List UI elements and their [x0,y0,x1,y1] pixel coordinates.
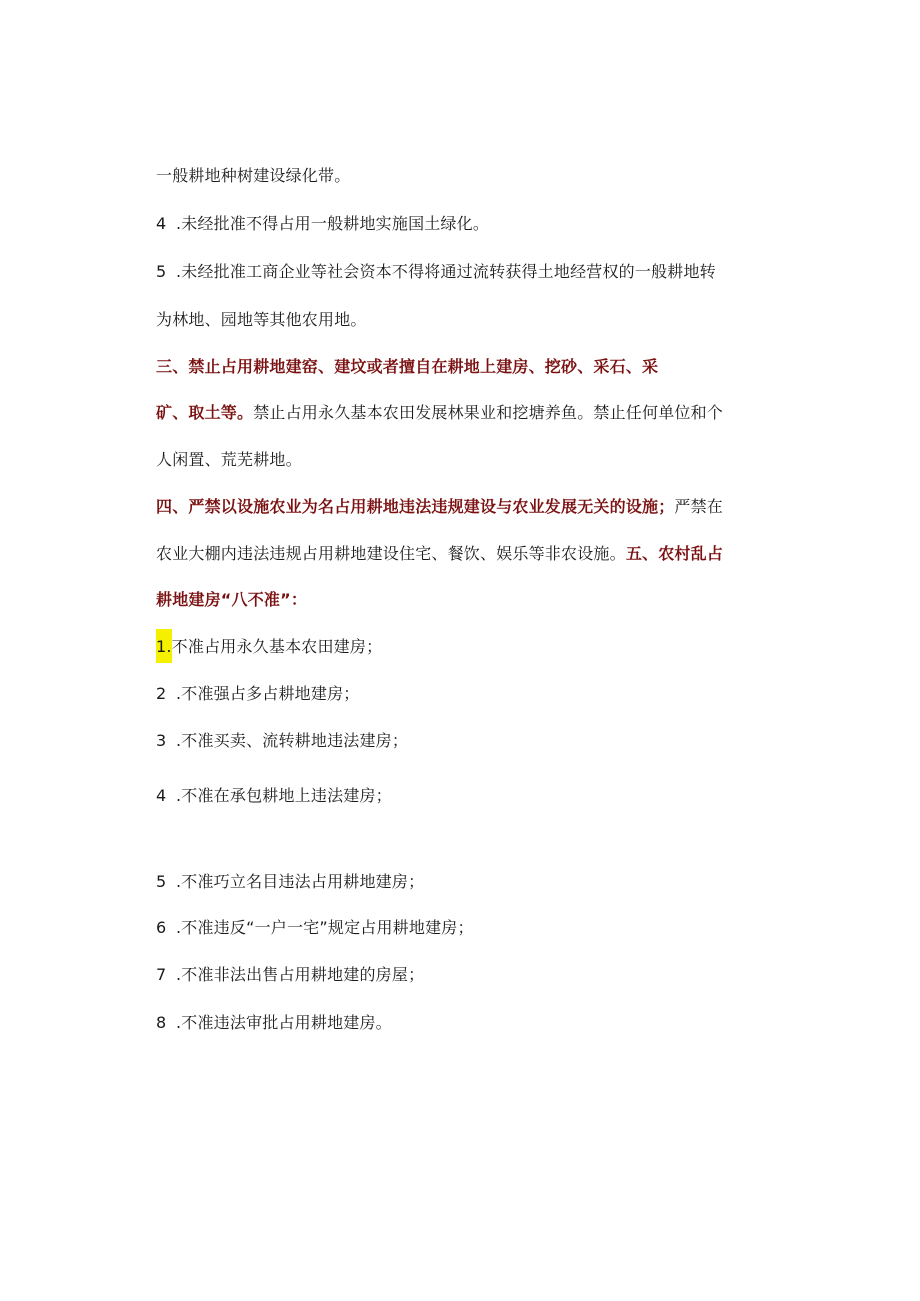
body-text: 一般耕地种树建设绿化带。 [156,166,351,185]
body-text: 农业大棚内违法违规占用耕地建设住宅、餐饮、娱乐等非农设施。 [156,544,626,563]
list-item [156,214,489,234]
rule-item [156,1013,392,1033]
list-item [156,262,716,282]
item-number: 8 [156,1013,167,1032]
rule-text: .不准在承包耕地上违法建房； [176,786,392,805]
body-text: 为林地、园地等其他农用地。 [156,310,367,329]
rule-text: .不准非法出售占用耕地建的房屋； [176,965,425,984]
item-number: 4 [156,786,167,805]
body-text: 严禁在 [674,497,724,516]
item-number: 6 [156,918,167,937]
paragraph-line [156,166,350,186]
paragraph-line [156,544,723,564]
paragraph-line [156,403,723,423]
rule-text: .不准违反“一户一宅”规定占用耕地建房； [176,918,474,937]
rule-text: .不准强占多占耕地建房； [176,684,360,703]
rule-text: .不准巧立名目违法占用耕地建房； [176,872,425,891]
rule-text: .不准违法审批占用耕地建房。 [176,1013,392,1032]
rule-item [156,637,382,663]
rule-item [156,965,424,985]
heading-text: 耕地建房“八不准”： [156,590,308,609]
rule-text: 不准占用永久基本农田建房； [171,637,383,656]
item-number: 7 [156,965,167,984]
rule-item [156,731,408,751]
rule-item [156,684,360,704]
heading-text: 四、严禁以设施农业为名占用耕地违法违规建设与农业发展无关的设施； [156,497,675,516]
rule-text: .不准买卖、流转耕地违法建房； [176,731,409,750]
section-heading [156,590,307,610]
paragraph-line [156,310,367,330]
heading-text: 三、禁止占用耕地建窑、建坟或者擅自在耕地上建房、挖砂、采石、采 [156,357,659,376]
rule-item [156,786,392,806]
item-number: 3 [156,731,167,750]
item-number: 2 [156,684,167,703]
highlighted-number: 1. [156,629,172,663]
rule-item [156,918,474,938]
body-text: 禁止占用永久基本农田发展林果业和挖塘养鱼。禁止任何单位和个 [253,403,724,422]
heading-text: 矿、取土等。 [156,403,254,422]
section-heading [156,497,723,517]
heading-text: 五、农村乱占 [625,544,724,563]
paragraph-line [156,450,302,470]
rule-item [156,872,424,892]
item-number: 5 [156,262,167,281]
body-text: 人闲置、荒芜耕地。 [156,450,302,469]
item-number: 4 [156,214,167,233]
item-text: .未经批准工商企业等社会资本不得将通过流转获得土地经营权的一般耕地转 [176,262,716,281]
item-number: 5 [156,872,167,891]
item-text: .未经批准不得占用一般耕地实施国土绿化。 [176,214,490,233]
section-heading [156,357,658,377]
